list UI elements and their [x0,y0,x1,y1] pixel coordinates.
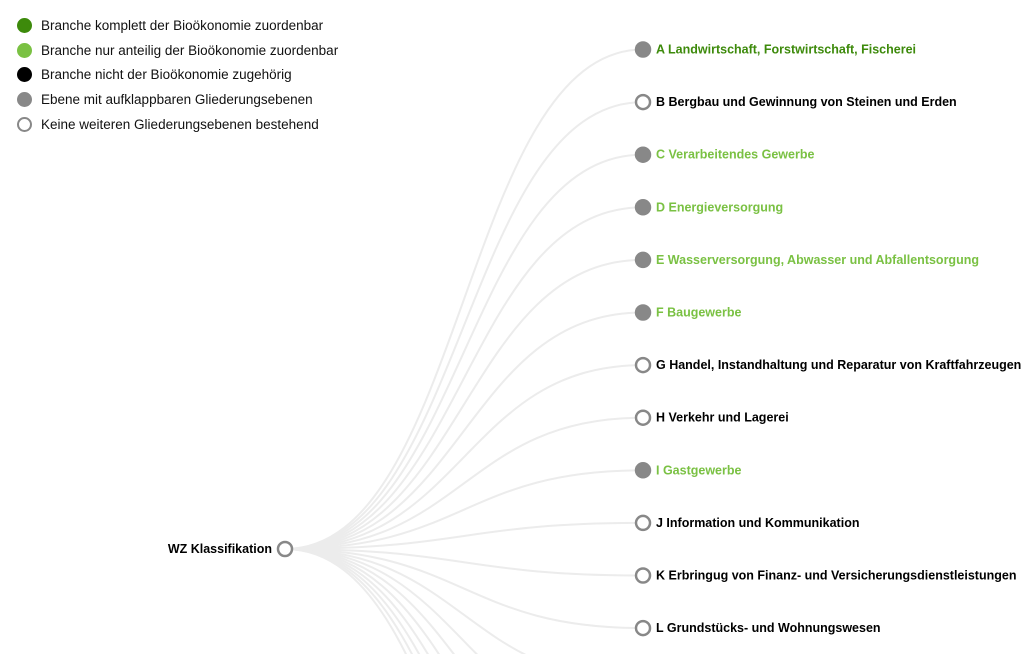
legend-label: Keine weiteren Gliederungsebenen bestehend [41,117,319,133]
tree-node[interactable] [636,148,814,162]
leaf-node-icon[interactable] [636,621,650,635]
tree-node[interactable] [636,306,741,320]
node-label[interactable]: G Handel, Instandhaltung und Reparatur von Kraftfahrzeugen [656,358,1022,373]
root-node[interactable] [168,542,292,556]
tree-node[interactable] [636,43,916,57]
tree-node[interactable] [636,621,881,635]
leaf-node-icon[interactable] [636,358,650,372]
expandable-node-icon[interactable] [636,306,650,320]
leaf-node-icon[interactable] [636,516,650,530]
tree-link [285,313,643,550]
tree-link [285,549,643,654]
node-label[interactable]: L Grundstücks- und Wohnungswesen [656,621,881,636]
legend-label: Branche komplett der Bioökonomie zuordenbar [41,17,324,33]
expandable-node-icon[interactable] [636,200,650,214]
leaf-node-icon[interactable] [636,95,650,109]
node-label[interactable]: A Landwirtschaft, Forstwirtschaft, Fischerei [656,42,917,57]
tree-link [285,365,643,549]
node-label[interactable]: I Gastgewerbe [656,463,742,478]
node-label[interactable]: F Baugewerbe [656,305,742,320]
node-label[interactable]: C Verarbeitendes Gewerbe [656,147,815,162]
node-label[interactable]: E Wasserversorgung, Abwasser und Abfallentsorgung [656,252,979,267]
expandable-node-icon[interactable] [636,253,650,267]
legend-label: Ebene mit aufklappbaren Gliederungsebenen [41,92,313,108]
root-node-circle-icon[interactable] [278,542,292,556]
leaf-node-icon[interactable] [636,569,650,583]
tree-node[interactable] [636,411,789,425]
node-label[interactable]: K Erbringug von Finanz- und Versicherungsdienstleistungen [656,568,1017,583]
expandable-node-icon[interactable] [636,463,650,477]
node-label[interactable]: D Energieversorgung [656,200,784,215]
legend-label: Branche nur anteilig der Bioökonomie zuordenbar [41,42,339,58]
tree-nodes [168,43,1022,636]
tree-node[interactable] [636,516,859,530]
node-label[interactable]: H Verkehr und Lagerei [656,410,789,425]
root-node-label: WZ Klassifikation [167,542,272,556]
legend-label: Branche nicht der Bioökonomie zugehörig [41,67,292,83]
tree-links [285,50,643,654]
tree-node[interactable] [636,463,741,477]
tree-link [285,207,643,549]
node-label[interactable]: J Information und Kommunikation [656,515,860,530]
node-label[interactable]: B Bergbau und Gewinnung von Steinen und Erden [656,95,957,110]
leaf-node-icon[interactable] [636,411,650,425]
tree-node[interactable] [636,253,979,267]
expandable-node-icon[interactable] [636,148,650,162]
tree-node[interactable] [636,569,1016,583]
tree-node[interactable] [636,95,957,109]
tree-link [285,155,643,549]
tree-node[interactable] [636,200,783,214]
tree-link [285,418,643,549]
tree-link [285,260,643,549]
expandable-node-icon[interactable] [636,43,650,57]
tree-node[interactable] [636,358,1021,372]
